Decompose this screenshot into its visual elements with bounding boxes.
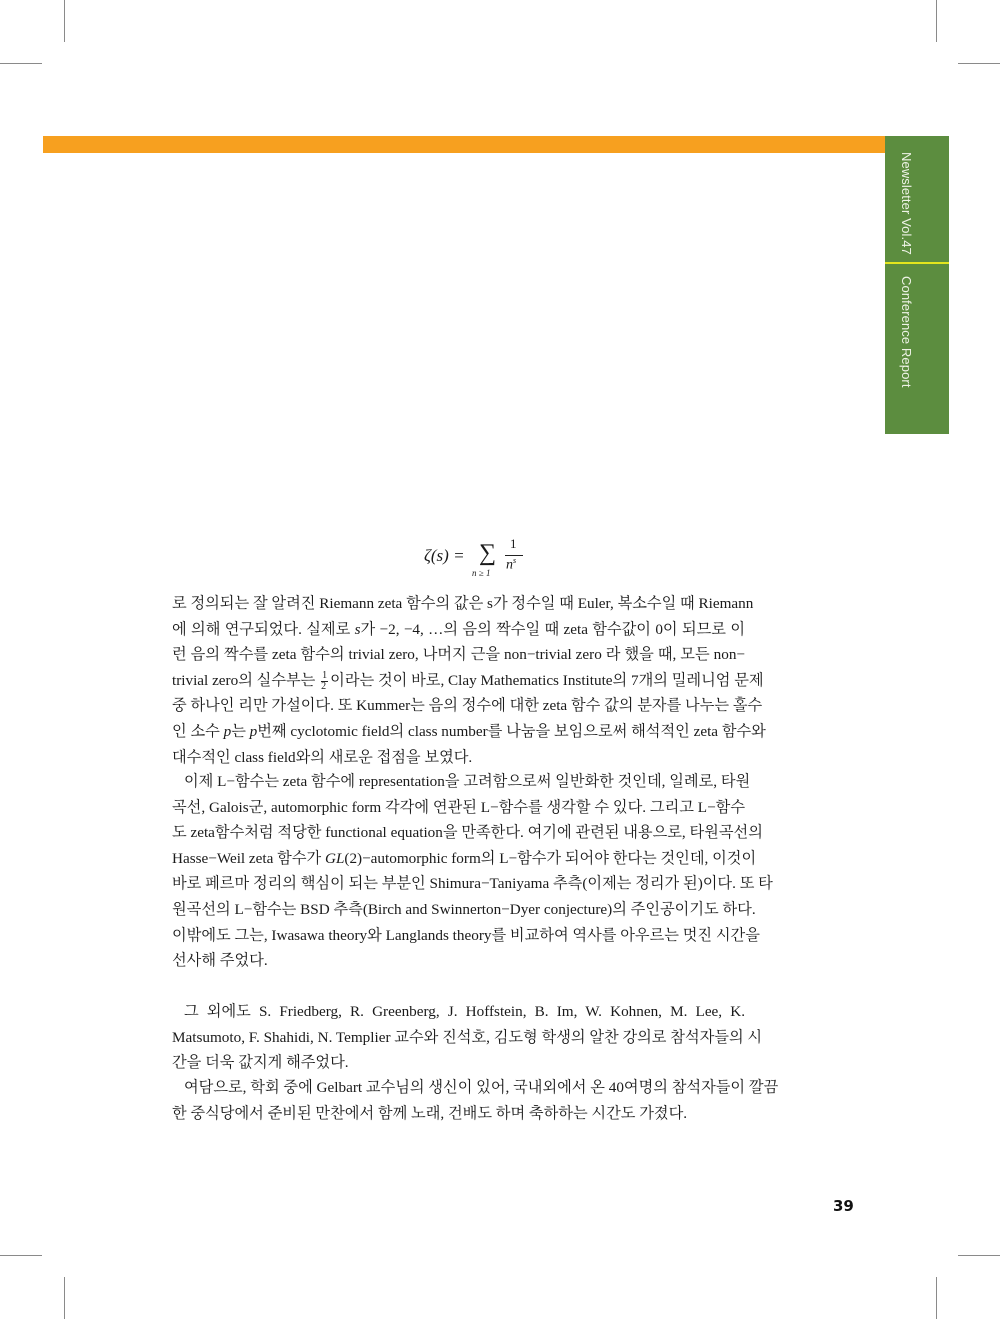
paragraph [172, 769, 773, 974]
text-line: 에 의해 연구되었다. 실제로 s가 −2, −4, …의 음의 짝수일 때 zeta 함수값이 0이 되므로 이 [172, 620, 745, 638]
text-line: 인 소수 p는 p번째 cyclotomic field의 class number를 나눔을 보임으로써 해석적인 zeta 함수와 [172, 722, 766, 740]
formula-numerator: 1 [510, 536, 517, 551]
crop-mark [958, 63, 1000, 64]
denominator-base: n [506, 557, 513, 573]
sum-symbol: ∑ [479, 540, 497, 566]
math-variable: s [354, 620, 361, 638]
crop-mark [936, 0, 937, 42]
text-line: 원곡선의 L−함수는 BSD 추측(Birch and Swinnerton−Dyer conjecture)의 주인공이기도 하다. [172, 900, 756, 918]
text-line: 로 정의되는 잘 알려진 Riemann zeta 함수의 값은 s가 정수일 때 Euler, 복소수일 때 Riemann [172, 595, 754, 612]
text-line: 바로 페르마 정리의 핵심이 되는 부분인 Shimura−Taniyama 추측(이제는 정리가 된)이다. 또 타 [172, 875, 773, 893]
text-line: Hasse−Weil zeta 함수가 GL(2)−automorphic form의 L−함수가 되어야 한다는 것인데, 이것이 [172, 849, 757, 867]
formula-denominator [506, 556, 516, 574]
text-line: trivial zero의 실수부는 $\frac{1}{2}$ 이라는 것이 바로, Clay Mathematics Institute의 7개의 밀레니엄 문제 [172, 669, 764, 692]
text-line: 이밖에도 그는, Iwasawa theory와 Langlands theory를 비교하여 역사를 아우르는 멋진 시간을 [172, 926, 760, 944]
inline-fraction: $\frac{1}{2}$ [321, 669, 328, 692]
denominator-exponent: s [513, 556, 517, 565]
crop-mark [64, 1277, 65, 1319]
crop-mark [0, 63, 42, 64]
paragraph [172, 1075, 779, 1126]
text-line: 중 하나인 리만 가설이다. 또 Kummer는 음의 정수에 대한 zeta 함수 값의 분자를 나누는 홀수 [172, 697, 763, 715]
text-line: 런 음의 짝수를 zeta 함수의 trivial zero, 나머지 근을 non−trivial zero 라 했을 때, 모든 non− [172, 646, 745, 664]
text-line: 이제 L−함수는 zeta 함수에 representation을 고려함으로써 일반화한 것인데, 일례로, 타원 [184, 773, 751, 790]
crop-mark [958, 1255, 1000, 1256]
paragraph [172, 999, 763, 1076]
header-accent-bar [43, 136, 885, 153]
text-line: 대수적인 class field와의 새로운 접점을 보였다. [172, 748, 473, 766]
zeta-formula [424, 538, 534, 584]
newsletter-label: Newsletter Vol.47 [899, 152, 914, 255]
math-variable: GL [324, 849, 345, 867]
paragraph [172, 591, 766, 770]
section-label: Conference Report [899, 276, 914, 388]
page-number: 39 [833, 1197, 854, 1215]
text-line: 곡선, Galois군, automorphic form 각각에 연관된 L−함수를 생각할 수 있다. 그리고 L−함수 [172, 798, 745, 816]
text-line: 그 외에도 S. Friedberg, R. Greenberg, J. Hoffstein, B. Im, W. Kohnen, M. Lee, K. [184, 1003, 745, 1020]
text-line: 선사해 주었다. [172, 952, 268, 970]
text-line: 도 zeta함수처럼 적당한 functional equation을 만족한다. 여기에 관련된 내용으로, 타원곡선의 [172, 824, 763, 842]
sum-subscript: n ≥ 1 [472, 568, 491, 578]
sidebar-tab [885, 136, 949, 434]
sidebar-divider [885, 262, 949, 264]
text-line: Matsumoto, F. Shahidi, N. Templier 교수와 진석호, 김도형 학생의 알찬 강의로 참석자들의 시 [172, 1028, 763, 1046]
text-line: 한 중식당에서 준비된 만찬에서 함께 노래, 건배도 하며 축하하는 시간도 가졌다. [172, 1104, 688, 1122]
text-line: 여담으로, 학회 중에 Gelbart 교수님의 생신이 있어, 국내외에서 온 40여명의 참석자들이 깔끔 [184, 1079, 779, 1096]
math-variable: p [249, 722, 258, 740]
crop-mark [64, 0, 65, 42]
crop-mark [0, 1255, 42, 1256]
crop-mark [936, 1277, 937, 1319]
text-line: 간을 더욱 값지게 해주었다. [172, 1054, 349, 1072]
math-variable: p [223, 722, 232, 740]
formula-lhs: ζ(s) = [424, 546, 465, 565]
